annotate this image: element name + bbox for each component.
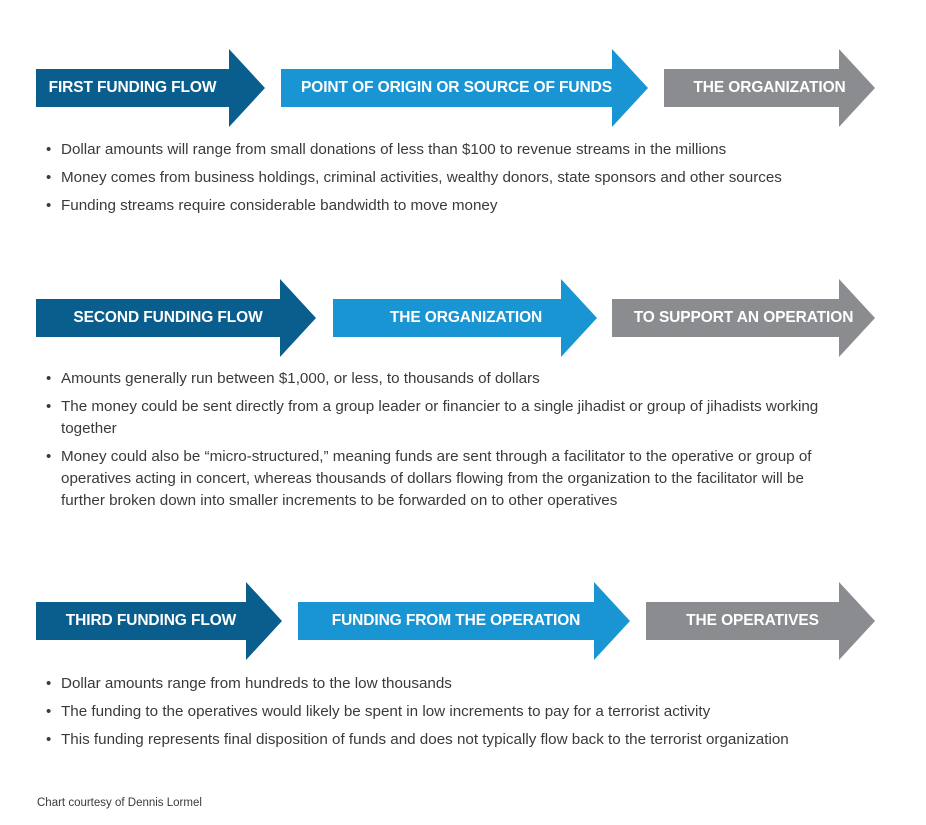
flow-1-arrow-3 xyxy=(664,49,875,127)
bullet-icon: • xyxy=(46,370,52,387)
list-item xyxy=(44,195,844,217)
flow-2-arrow-2 xyxy=(333,279,597,357)
list-item xyxy=(44,139,844,161)
arrow-label: FUNDING FROM THE OPERATION xyxy=(331,612,581,629)
arrow-row-3 xyxy=(0,582,926,660)
bullet-icon: • xyxy=(46,731,52,748)
list-item xyxy=(44,701,844,723)
bullet-icon: • xyxy=(46,169,52,186)
bullet-icon: • xyxy=(46,398,52,415)
arrow-label: THE ORGANIZATION xyxy=(693,79,846,96)
list-item xyxy=(44,673,844,695)
arrow-label: TO SUPPORT AN OPERATION xyxy=(633,309,854,326)
bullet-text: Funding streams require considerable bandwidth to move money xyxy=(61,197,498,214)
bullet-text: Money comes from business holdings, criminal activities, wealthy donors, state sponsors and other sources xyxy=(61,169,782,186)
bullet-text: Money could also be “micro-structured,” meaning funds are sent through a facilitator to the operative or group of operatives acting in concert, whereas thousands of dollars flowing from the organization to the facilitator will be further broken down into smaller increments to be forwarded on to other operatives xyxy=(61,448,812,509)
flow-2-arrow-1 xyxy=(36,279,316,357)
bullet-text: This funding represents final disposition of funds and does not typically flow back to the terrorist organization xyxy=(61,731,789,748)
list-item xyxy=(44,729,844,751)
flow-3-bullets xyxy=(44,673,844,757)
arrow-label: POINT OF ORIGIN OR SOURCE OF FUNDS xyxy=(301,79,612,96)
arrow-label: THIRD FUNDING FLOW xyxy=(65,612,237,629)
flow-3-arrow-2 xyxy=(298,582,630,660)
bullet-text: Dollar amounts range from hundreds to the low thousands xyxy=(61,675,452,692)
bullet-icon: • xyxy=(46,141,52,158)
arrow-label: FIRST FUNDING FLOW xyxy=(48,79,217,96)
list-item xyxy=(44,396,844,440)
flow-1-arrow-1 xyxy=(36,49,265,127)
flow-1-arrow-2 xyxy=(281,49,648,127)
list-item xyxy=(44,368,844,390)
flow-2-arrow-3 xyxy=(612,279,875,357)
bullet-text: The funding to the operatives would likely be spent in low increments to pay for a terrorist activity xyxy=(61,703,711,720)
flow-1-bullets xyxy=(44,139,844,223)
arrow-label: SECOND FUNDING FLOW xyxy=(73,309,263,326)
arrow-row-1 xyxy=(0,49,926,127)
list-item xyxy=(44,167,844,189)
bullet-icon: • xyxy=(46,448,52,465)
arrow-label: THE ORGANIZATION xyxy=(389,309,543,326)
arrow-label: THE OPERATIVES xyxy=(686,612,819,629)
flow-3-arrow-1 xyxy=(36,582,282,660)
arrow-row-2 xyxy=(0,279,926,357)
bullet-icon: • xyxy=(46,197,52,214)
bullet-text: Dollar amounts will range from small donations of less than $100 to revenue streams in the millions xyxy=(61,141,727,158)
flow-2-bullets xyxy=(44,368,844,518)
list-item xyxy=(44,446,844,512)
bullet-icon: • xyxy=(46,703,52,720)
bullet-icon: • xyxy=(46,675,52,692)
flow-3-arrow-3 xyxy=(646,582,875,660)
bullet-text: Amounts generally run between $1,000, or less, to thousands of dollars xyxy=(61,370,540,387)
bullet-text: The money could be sent directly from a group leader or financier to a single jihadist or group of jihadists working together xyxy=(61,398,819,437)
chart-credit: Chart courtesy of Dennis Lormel xyxy=(37,797,202,809)
